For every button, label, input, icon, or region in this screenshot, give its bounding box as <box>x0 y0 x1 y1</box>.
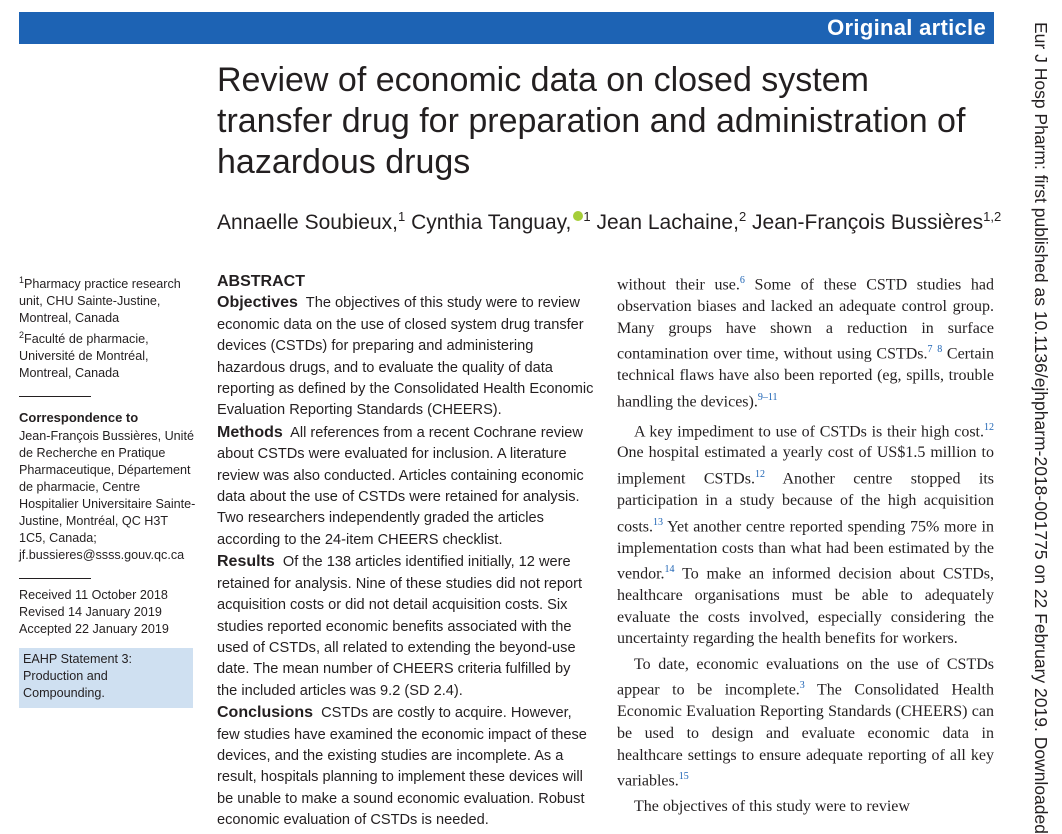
reference-link[interactable]: 8 <box>937 344 943 356</box>
received-date: Received 11 October 2018 <box>19 588 168 603</box>
body-paragraph <box>617 417 994 650</box>
left-sidebar <box>19 272 197 708</box>
reference-link[interactable]: 15 <box>678 771 689 783</box>
text-run: A key impediment to use of CSTDs is their high cost. <box>634 422 984 440</box>
abstract-methods <box>217 422 594 551</box>
text-run: To date, economic evaluations on the use of CSTDs appear to be incomplete. <box>617 655 994 699</box>
orcid-icon[interactable] <box>573 211 583 221</box>
text-run: The Consolidated Health Economic Evaluation Reporting Standards (CHEERS) can be used to design and evaluate economic data in healthcare settings to ensure adequate reporting of all key variables. <box>617 681 995 790</box>
affiliation-text: Pharmacy practice research unit, CHU Sainte-Justine, Montreal, Canada <box>19 277 181 326</box>
section-text: The objectives of this study were to review economic data on the use of closed system drug transfer devices (CSTDs) for preparing and administering hazardous drugs, and to evaluate the quality of data reporting as defined by the Consolidated Health Economic Evaluation Reporting Standards (CHEERS). <box>217 295 594 419</box>
revised-date: Revised 14 January 2019 <box>19 605 162 620</box>
affiliation <box>19 327 197 382</box>
affiliation <box>19 272 197 327</box>
section-text: Of the 138 articles identified initially, 12 were retained for analysis. Nine of these studies did not report acquisition costs or did not detail acquisition costs. Six studies reported economic benefits associated with the used of CSTDs, all related to extending the beyond-use date. The mean number of CHEERS criteria fulfilled by the included articles was 9.2 (SD 2.4). <box>217 554 583 699</box>
divider <box>19 396 91 397</box>
body-paragraph <box>617 654 994 792</box>
author-affiliation-marker: 1 <box>397 209 406 224</box>
text-run: without their use. <box>617 276 740 294</box>
text-run: Certain technical flaws have also been reported (eg, spills, trouble handling the devices). <box>617 345 994 410</box>
affiliation-number: 1 <box>19 275 25 285</box>
section-text: All references from a recent Cochrane review about CSTDs were evaluated for inclusion. A literature review was also conducted. Articles containing economic data about the use of CSTDs were retained for analysis. Two researchers independently graded the articles according to the 24-item CHEERS checklist. <box>217 424 584 548</box>
reference-link[interactable]: 9–11 <box>757 391 778 403</box>
correspondence-heading: Correspondence to <box>19 410 139 426</box>
reference-link[interactable]: 6 <box>739 275 745 286</box>
body-paragraph: The objectives of this study were to review <box>634 798 910 816</box>
author-affiliation-marker: 1,2 <box>983 209 1002 224</box>
abstract-conclusions <box>217 702 594 831</box>
eahp-statement: EAHP Statement 3: Production and Compounding. <box>19 648 193 708</box>
text-run: Another centre stopped its participation in a study because of the high acquisition costs. <box>617 470 995 535</box>
author-affiliation-marker: 2 <box>738 209 747 224</box>
reference-link[interactable]: 14 <box>664 564 675 576</box>
reference-link[interactable]: 12 <box>984 421 994 433</box>
author-list <box>217 209 1002 235</box>
abstract <box>217 271 594 832</box>
section-label: Conclusions <box>217 704 314 722</box>
text-run: To make an informed decision about CSTDs, healthcare organisations must be able to adequately evaluate the costs involved, especially considering the uncertainty regarding the health benefits for workers. <box>617 565 994 648</box>
author-affiliation-marker: 1 <box>583 209 591 224</box>
section-label: Methods <box>217 423 283 441</box>
reference-link[interactable]: 12 <box>754 469 765 481</box>
abstract-objectives <box>217 292 594 421</box>
author-name[interactable]: Cynthia Tanguay, <box>411 211 572 234</box>
accepted-date: Accepted 22 January 2019 <box>19 622 169 637</box>
section-text: CSTDs are costly to acquire. However, few studies have examined the economic impact of these devices, and the existing studies are incomplete. As a result, hospitals planning to implement these devices will be unable to make a sound economic evaluation. Robust economic evaluation of CSTDs is needed. <box>217 705 587 829</box>
article-title: Review of economic data on closed system transfer drug for preparation and administration of hazardous drugs <box>217 61 966 181</box>
reference-link[interactable]: 7 <box>927 344 933 356</box>
section-label: Objectives <box>217 294 298 312</box>
abstract-results <box>217 551 594 702</box>
article-type-label: Original article <box>827 15 986 40</box>
author-name[interactable]: Annaelle Soubieux, <box>217 211 398 234</box>
author-name[interactable]: Jean-François Bussières <box>752 211 984 234</box>
affiliation-number: 2 <box>19 330 25 341</box>
correspondence-text: Jean-François Bussières, Unité de Recherche en Pratique Pharmaceutique, Département de pharmacie, Centre Hospitalier Universitaire Sainte-Justine, Montréal, QC H3T 1C5, Canada; jf.bussieres@ssss.gouv.qc.ca <box>19 429 196 563</box>
reference-link[interactable]: 3 <box>799 680 805 692</box>
abstract-heading: ABSTRACT <box>217 273 305 290</box>
body-paragraph <box>617 270 994 413</box>
text-run: Yet another centre reported spending 75% more in implementation costs than what had been estimated by the vendor. <box>617 517 994 583</box>
reference-link[interactable]: 13 <box>653 516 663 528</box>
affiliation-text: Faculté de pharmacie, Université de Montréal, Montreal, Canada <box>19 332 149 381</box>
author-name[interactable]: Jean Lachaine, <box>596 211 739 234</box>
divider <box>19 578 91 579</box>
text-run: One hospital estimated a yearly cost of US$1.5 million to implement CSTDs. <box>617 444 994 488</box>
doi-sidebar[interactable]: Eur J Hosp Pharm: first published as 10.1136/ejhpharm-2018-001775 on 22 February 2019. Downloaded <box>1031 22 1051 834</box>
body-text-column <box>617 270 994 818</box>
text-run: Some of these CSTD studies had observation biases and lacked an adequate control group. Many groups have shown a reduction in surface contamination over time, without using CSTDs. <box>617 276 995 363</box>
section-label: Results <box>217 553 275 571</box>
article-type-banner <box>19 12 994 44</box>
